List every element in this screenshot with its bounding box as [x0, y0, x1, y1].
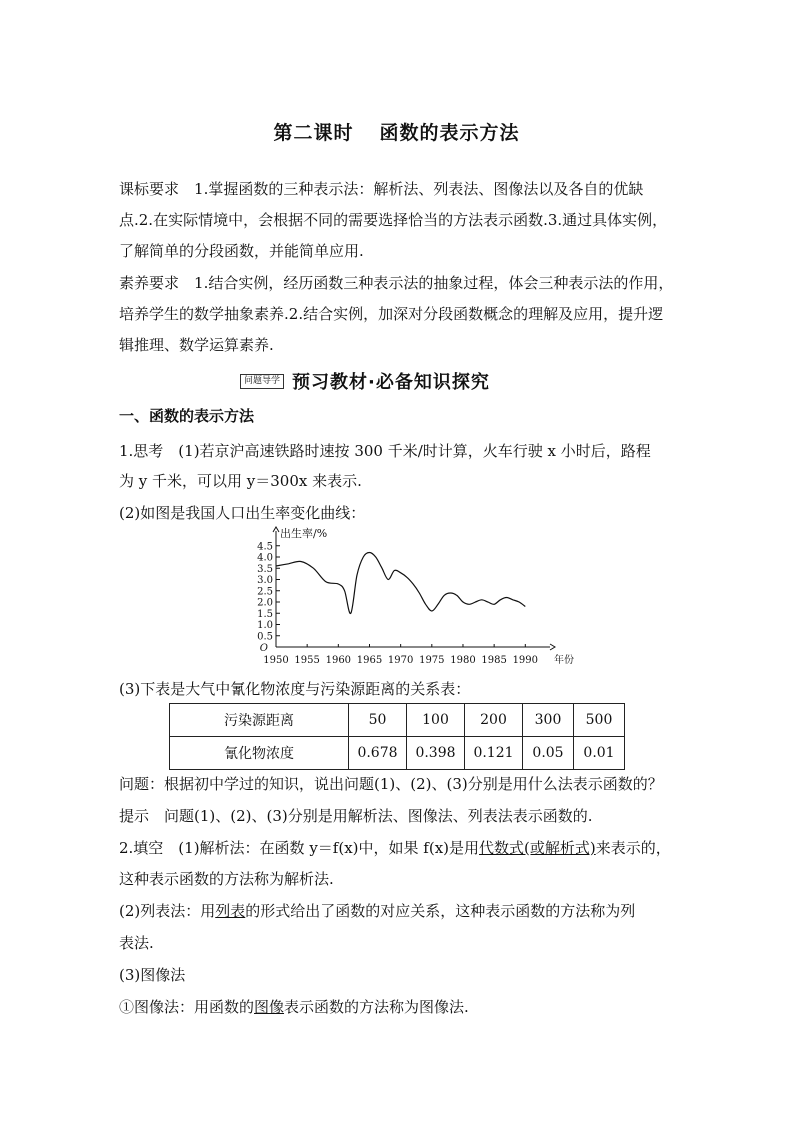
birth-rate-chart — [240, 525, 574, 671]
x-tick-label: 1975 — [419, 655, 445, 666]
x-axis-arrow — [550, 644, 555, 650]
y-tick-label: 3.0 — [257, 575, 273, 586]
think-line-2: 为 y 千米，可以用 y＝300x 来表示. — [119, 472, 362, 490]
y-tick-label: 4.5 — [257, 541, 273, 553]
x-tick-label: 1980 — [450, 655, 476, 666]
y-tick-label: 2.5 — [257, 586, 273, 598]
title-part2: 函数的表示方法 — [379, 122, 520, 144]
table-cell: 50 — [349, 704, 407, 737]
kebiao-text: 1.掌握函数的三种表示法：解析法、列表法、图像法以及各自的优缺点.2.在实际情境中，会根据不同的需要选择恰当的方法表示函数.3.通过具体实例，了解简单的分段函数，并能简单应用. — [119, 180, 668, 260]
x-tick-label: 1990 — [512, 655, 539, 666]
table-cell: 污染源距离 — [170, 704, 349, 737]
fill-text: 来表示的， — [595, 839, 671, 857]
think-line-3: (2)如图是我国人口出生率变化曲线： — [119, 504, 366, 522]
fill-line-2: 这种表示函数的方法称为解析法. — [119, 870, 334, 888]
fill-answer: 代数式(或解析式) — [479, 839, 596, 857]
kebiao-label: 课标要求 — [119, 180, 180, 198]
fill-line-4: 表法. — [119, 934, 154, 952]
table-cell: 100 — [407, 704, 465, 737]
x-tick-label: 1965 — [356, 655, 383, 666]
suyang-label: 素养要求 — [119, 274, 180, 292]
y-axis-label: 出生率/% — [280, 527, 328, 540]
section-header — [240, 368, 490, 394]
x-tick-label: 1955 — [294, 655, 320, 666]
think-line-1: 1.思考 (1)若京沪高速铁路时速按 300 千米/时计算，火车行驶 x 小时后，路程 — [119, 442, 651, 460]
table-cell: 0.678 — [349, 737, 407, 770]
y-tick-label: 2.0 — [257, 597, 273, 609]
table-cell: 200 — [465, 704, 523, 737]
table-cell: 0.01 — [574, 737, 625, 770]
hint-line: 提示 问题(1)、(2)、(3)分别是用解析法、图像法、列表法表示函数的. — [119, 807, 593, 825]
series-line — [276, 553, 525, 614]
suyang-text: 1.结合实例，经历函数三种表示法的抽象过程，体会三种表示法的作用，培养学生的数学抽象素养.2.结合实例，加深对分段函数概念的理解及应用，提升逻辑推理、数学运算素养. — [119, 274, 674, 354]
table-cell: 0.398 — [407, 737, 465, 770]
table-row — [170, 704, 625, 737]
fill-line-3 — [119, 900, 635, 921]
think-line-4: (3)下表是大气中氰化物浓度与污染源距离的关系表： — [119, 680, 471, 698]
x-tick-label: 1985 — [481, 655, 507, 666]
kebiao-paragraph — [119, 174, 675, 267]
question-line: 问题：根据初中学过的知识，说出问题(1)、(2)、(3)分别是用什么法表示函数的？ — [119, 775, 663, 793]
table-row — [170, 737, 625, 770]
fill-text: ①图像法：用函数的 — [119, 998, 255, 1016]
fill-text: 表示函数的方法称为图像法. — [284, 998, 469, 1016]
page-title — [0, 118, 793, 145]
fill-text: (2)列表法：用 — [119, 902, 216, 920]
section-badge: 问题导学 — [240, 374, 284, 389]
fill-answer: 列表 — [215, 902, 246, 920]
y-tick-label: 1.5 — [257, 608, 273, 620]
table-cell: 500 — [574, 704, 625, 737]
table-cell: 0.05 — [523, 737, 574, 770]
y-tick-label: 1.0 — [257, 620, 273, 631]
fill-line-1 — [119, 837, 671, 858]
y-tick-label: 3.5 — [257, 563, 273, 575]
fill-text: 2.填空 (1)解析法：在函数 y＝f(x)中，如果 f(x)是用 — [119, 839, 480, 857]
cyanide-table — [169, 703, 625, 770]
table-cell: 氰化物浓度 — [170, 737, 349, 770]
x-tick-label: 1950 — [263, 655, 289, 666]
x-axis-label: 年份 — [554, 655, 574, 666]
fill-answer: 图像 — [254, 998, 285, 1016]
origin-label: O — [259, 643, 268, 654]
y-tick-label: 0.5 — [257, 631, 273, 643]
y-tick-label: 4.0 — [257, 552, 273, 564]
suyang-paragraph — [119, 268, 675, 361]
fill-line-5: (3)图像法 — [119, 966, 186, 984]
table-cell: 0.121 — [465, 737, 523, 770]
table-cell: 300 — [523, 704, 574, 737]
heading-function-representation: 一、函数的表示方法 — [119, 407, 255, 425]
title-part1: 第二课时 — [273, 122, 354, 144]
section-title: 预习教材·必备知识探究 — [292, 372, 490, 393]
fill-line-6 — [119, 996, 469, 1017]
fill-text: 的形式给出了函数的对应关系，这种表示函数的方法称为列 — [245, 902, 636, 920]
x-tick-label: 1960 — [325, 655, 352, 666]
x-tick-label: 1970 — [387, 655, 414, 666]
